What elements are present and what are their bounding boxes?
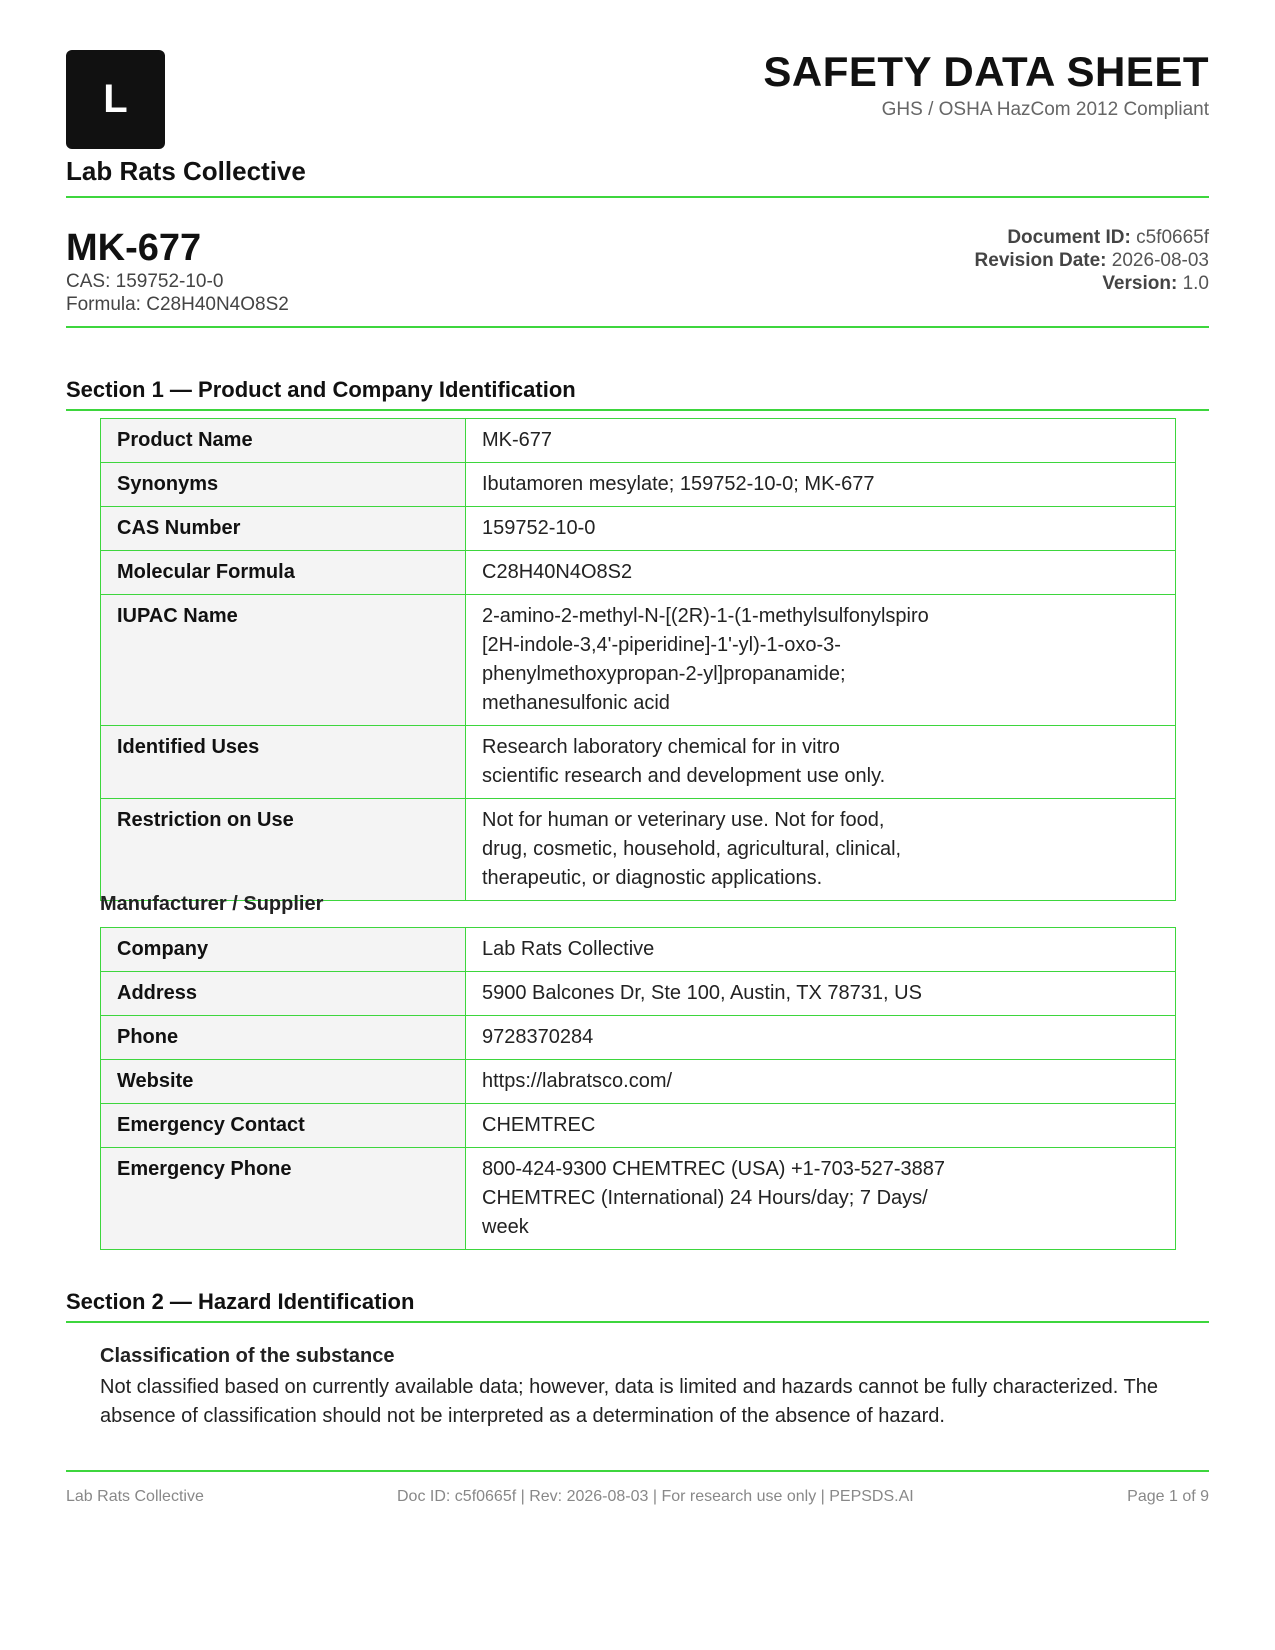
row-key: Emergency Phone: [101, 1148, 466, 1250]
manufacturer-heading: Manufacturer / Supplier: [100, 893, 324, 915]
section-2-title: Section 2 — Hazard Identification: [66, 1289, 415, 1314]
revision-date-label: Revision Date:: [974, 250, 1107, 271]
row-value: 9728370284: [466, 1016, 1176, 1060]
row-key: Synonyms: [101, 463, 466, 507]
row-key: Address: [101, 972, 466, 1016]
table-row: [101, 1016, 1176, 1060]
document-id-value: c5f0665f: [1136, 227, 1209, 248]
section-1-divider: [66, 409, 1209, 411]
row-value: Research laboratory chemical for in vitro scientific research and development use only.: [466, 726, 1176, 799]
table-row: [101, 507, 1176, 551]
footer-company: Lab Rats Collective: [66, 1488, 204, 1505]
row-key: IUPAC Name: [101, 595, 466, 726]
table-row: [101, 972, 1176, 1016]
manufacturer-table: [100, 927, 1176, 1250]
row-key: CAS Number: [101, 507, 466, 551]
table-row: [101, 1104, 1176, 1148]
row-key: Company: [101, 928, 466, 972]
footer-doc-info: Doc ID: c5f0665f | Rev: 2026-08-03 | For research use only | PEPSDS.AI: [397, 1488, 914, 1505]
row-key: Website: [101, 1060, 466, 1104]
footer-page-number: Page 1 of 9: [1127, 1488, 1209, 1505]
company-name: Lab Rats Collective: [66, 156, 306, 186]
classification-heading: Classification of the substance: [100, 1345, 395, 1367]
row-value: Lab Rats Collective: [466, 928, 1176, 972]
row-value: CHEMTREC: [466, 1104, 1176, 1148]
table-row: [101, 551, 1176, 595]
table-row: [101, 1060, 1176, 1104]
row-value: 159752-10-0: [466, 507, 1176, 551]
row-value: Not for human or veterinary use. Not for food, drug, cosmetic, household, agricultural, clinical, therapeutic, or diagnostic applications.: [466, 799, 1176, 901]
row-key: Molecular Formula: [101, 551, 466, 595]
header-divider: [66, 196, 1209, 198]
row-value: https://labratsco.com/: [466, 1060, 1176, 1104]
row-key: Phone: [101, 1016, 466, 1060]
row-key: Product Name: [101, 419, 466, 463]
footer-divider: [66, 1470, 1209, 1472]
product-divider: [66, 326, 1209, 328]
product-cas: CAS: 159752-10-0: [66, 271, 224, 292]
table-row: [101, 419, 1176, 463]
revision-date: [975, 250, 1209, 272]
document-subtitle: GHS / OSHA HazCom 2012 Compliant: [881, 99, 1209, 120]
row-key: Identified Uses: [101, 726, 466, 799]
table-row: [101, 799, 1176, 901]
company-logo: [66, 50, 165, 149]
version: [1102, 273, 1209, 295]
product-formula: Formula: C28H40N4O8S2: [66, 294, 289, 315]
row-value: Ibutamoren mesylate; 159752-10-0; MK-677: [466, 463, 1176, 507]
row-value: 2-amino-2-methyl-N-[(2R)-1-(1-methylsulfonylspiro [2H-indole-3,4'-piperidine]-1'-yl)-1-oxo-3- phenylmethoxypropan-2-yl]propanamide; methanesulfonic acid: [466, 595, 1176, 726]
revision-date-value: 2026-08-03: [1111, 250, 1209, 271]
document-id-label: Document ID:: [1007, 227, 1131, 248]
row-key: Restriction on Use: [101, 799, 466, 901]
table-row: [101, 595, 1176, 726]
version-value: 1.0: [1182, 273, 1209, 294]
table-row: [101, 463, 1176, 507]
row-key: Emergency Contact: [101, 1104, 466, 1148]
row-value: 800-424-9300 CHEMTREC (USA) +1-703-527-3887 CHEMTREC (International) 24 Hours/day; 7 Days/ week: [466, 1148, 1176, 1250]
classification-text: Not classified based on currently available data; however, data is limited and hazards cannot be fully characterized. The absence of classification should not be interpreted as a determination of the absence of hazard.: [100, 1376, 1159, 1427]
row-value: MK-677: [466, 419, 1176, 463]
version-label: Version:: [1102, 273, 1178, 294]
logo-letter: L: [103, 77, 128, 121]
table-row: [101, 928, 1176, 972]
table-row: [101, 1148, 1176, 1250]
table-row: [101, 726, 1176, 799]
row-value: C28H40N4O8S2: [466, 551, 1176, 595]
row-value: 5900 Balcones Dr, Ste 100, Austin, TX 78731, US: [466, 972, 1176, 1016]
section-1-title: Section 1 — Product and Company Identification: [66, 377, 576, 402]
section-2-divider: [66, 1321, 1209, 1323]
product-name: MK-677: [66, 227, 202, 269]
product-identification-table: [100, 418, 1176, 901]
document-id: [1007, 227, 1209, 249]
document-title: SAFETY DATA SHEET: [763, 48, 1209, 95]
